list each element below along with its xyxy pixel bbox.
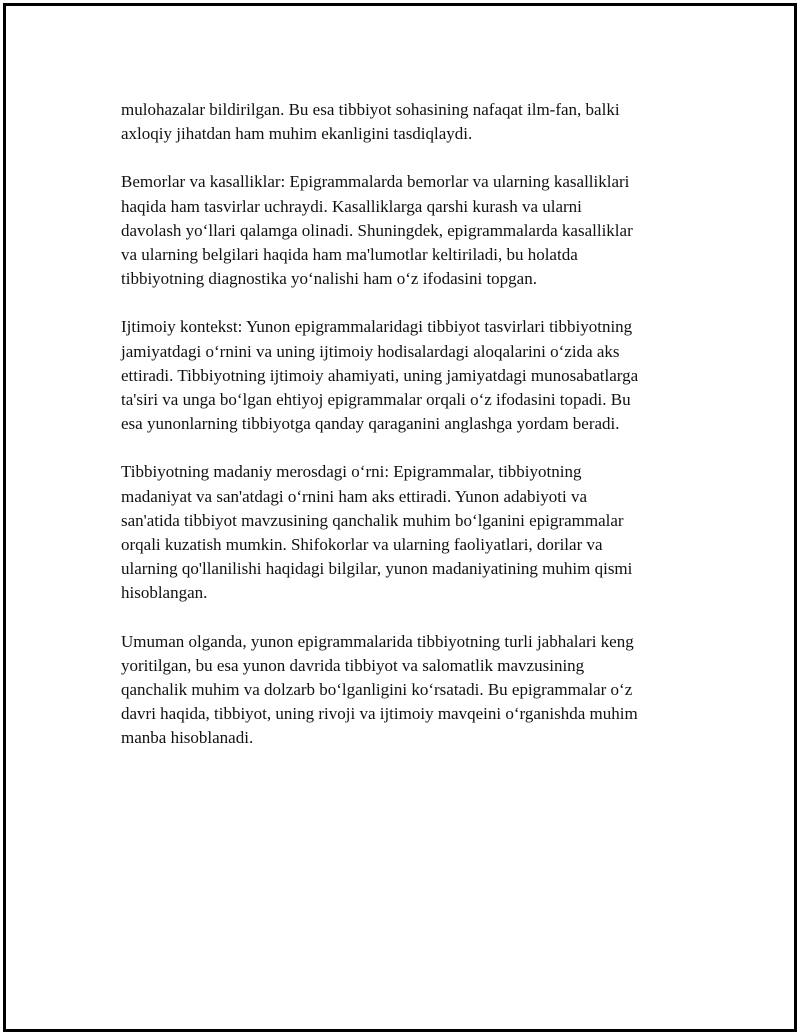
text-line: davri haqida, tibbiyot, uning rivoji va ijtimoiy mavqeini o‘rganishda muhim bbox=[121, 704, 638, 724]
paragraph-intro-continuation bbox=[121, 98, 691, 146]
paragraph-cultural-heritage bbox=[121, 460, 691, 605]
text-line: Tibbiyotning madaniy merosdagi o‘rni: Epigrammalar, tibbiyotning bbox=[121, 462, 582, 482]
text-line: esa yunonlarning tibbiyotga qanday qaraganini anglashga yordam beradi. bbox=[121, 414, 620, 434]
text-line: ularning qo'llanilishi haqidagi bilgilar, yunon madaniyatining muhim qismi bbox=[121, 559, 633, 579]
text-line: orqali kuzatish mumkin. Shifokorlar va ularning faoliyatlari, dorilar va bbox=[121, 535, 603, 555]
paragraph-social-context bbox=[121, 315, 691, 436]
text-line: axloqiy jihatdan ham muhim ekanligini tasdiqlaydi. bbox=[121, 124, 473, 144]
text-line: hisoblangan. bbox=[121, 583, 208, 603]
text-line: ta'siri va unga bo‘lgan ehtiyoj epigrammalar orqali o‘z ifodasini topadi. Bu bbox=[121, 390, 631, 410]
text-line: san'atida tibbiyot mavzusining qanchalik muhim bo‘lganini epigrammalar bbox=[121, 510, 624, 530]
text-line: va ularning belgilari haqida ham ma'lumotlar keltiriladi, bu holatda bbox=[121, 245, 578, 265]
page-content bbox=[121, 98, 691, 775]
text-line: mulohazalar bildirilgan. Bu esa tibbiyot sohasining nafaqat ilm-fan, balki bbox=[121, 100, 620, 119]
text-line: Umuman olganda, yunon epigrammalarida tibbiyotning turli jabhalari keng bbox=[121, 631, 634, 651]
text-line: manba hisoblanadi. bbox=[121, 728, 254, 748]
text-line: Bemorlar va kasalliklar: Epigrammalarda bemorlar va ularning kasalliklari bbox=[121, 172, 630, 192]
text-line: tibbiyotning diagnostika yo‘nalishi ham o‘z ifodasini topgan. bbox=[121, 269, 537, 289]
page-frame bbox=[3, 3, 797, 1032]
text-line: qanchalik muhim va dolzarb bo‘lganligini ko‘rsatadi. Bu epigrammalar o‘z bbox=[121, 680, 633, 700]
text-line: yoritilgan, bu esa yunon davrida tibbiyot va salomatlik mavzusining bbox=[121, 655, 585, 675]
text-line: madaniyat va san'atdagi o‘rnini ham aks ettiradi. Yunon adabiyoti va bbox=[121, 486, 588, 506]
text-line: ettiradi. Tibbiyotning ijtimoiy ahamiyati, uning jamiyatdagi munosabatlarga bbox=[121, 365, 639, 385]
text-line: davolash yo‘llari qalamga olinadi. Shuningdek, epigrammalarda kasalliklar bbox=[121, 220, 633, 240]
text-line: Ijtimoiy kontekst: Yunon epigrammalaridagi tibbiyot tasvirlari tibbiyotning bbox=[121, 317, 633, 337]
text-line: jamiyatdagi o‘rnini va uning ijtimoiy hodisalardagi aloqalarini o‘zida aks bbox=[121, 341, 620, 361]
paragraph-patients-and-diseases bbox=[121, 170, 691, 291]
text-line: haqida ham tasvirlar uchraydi. Kasalliklarga qarshi kurash va ularni bbox=[121, 196, 582, 216]
paragraph-conclusion bbox=[121, 630, 691, 751]
